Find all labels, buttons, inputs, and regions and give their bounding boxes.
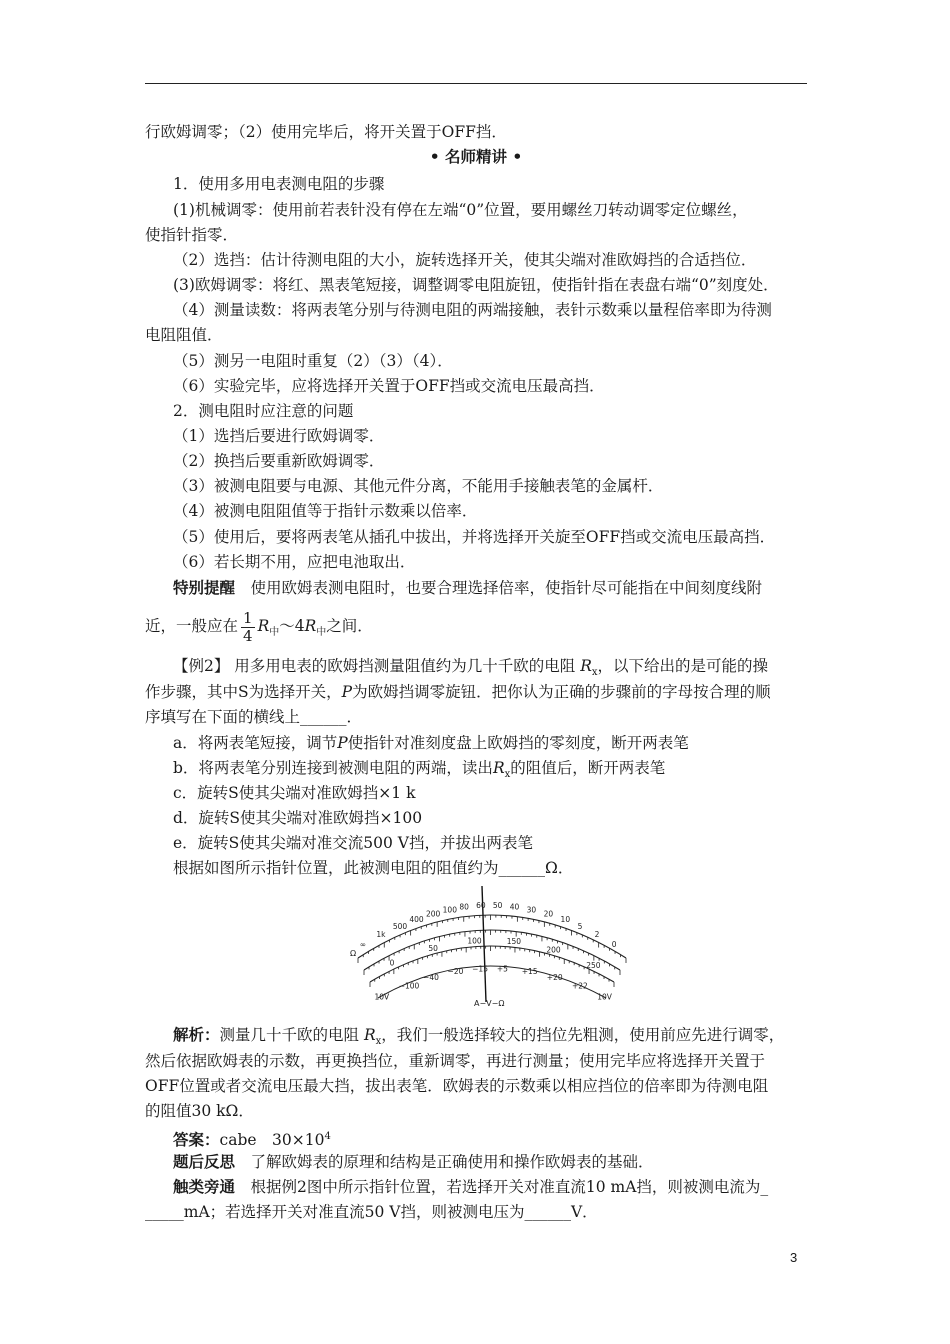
analysis-line: 的阻值30 kΩ． xyxy=(145,1102,254,1120)
option-c: c．旋转S使其尖端对准欧姆挡×1 k xyxy=(173,784,416,802)
voltage-scale-label: +20 xyxy=(546,972,563,982)
voltage-scale-label: −100 xyxy=(398,981,420,991)
text-line: （2）选挡：估计待测电阻的大小，旋转选择开关，使其尖端对准欧姆挡的合适挡位． xyxy=(173,251,757,269)
ohm-scale-label: ∞ xyxy=(359,939,367,949)
ohm-scale-label: 10 xyxy=(560,914,571,924)
voltage-scale-label: +15 xyxy=(521,967,538,977)
text-line: (1)机械调零：使用前若表针没有停在左端“0”位置，要用螺丝刀转动调零定位螺丝， xyxy=(173,201,748,219)
ohm-scale-label: 500 xyxy=(392,921,408,931)
ohm-scale-label: 5 xyxy=(577,921,583,931)
ohm-scale-label: 2 xyxy=(594,930,600,940)
text-line: （6）实验完毕，应将选择开关置于OFF挡或交流电压最高挡． xyxy=(173,377,605,395)
ohm-scale-label: 30 xyxy=(526,905,537,915)
text-line: 行欧姆调零；（2）使用完毕后，将开关置于OFF挡． xyxy=(145,123,507,141)
extension-text: 根据例2图中所示指针位置，若选择开关对准直流10 mA挡，则被测电流为_ xyxy=(235,1178,769,1196)
option-d: d．旋转S使其尖端对准欧姆挡×100 xyxy=(173,809,423,827)
subscript: 中 xyxy=(269,627,280,639)
dc-scale-label: 250 xyxy=(586,960,601,970)
var-r: R xyxy=(304,617,317,635)
ohm-scale-label: 40 xyxy=(509,902,520,912)
fraction-numerator: 1 xyxy=(243,608,253,627)
example-text: 【例2】 用多用电表的欧姆挡测量阻值约为几十千欧的电阻 xyxy=(173,657,581,675)
tip-line xyxy=(173,577,835,599)
tip2-post: 之间． xyxy=(326,617,373,635)
text-line: （4）测量读数：将两表笔分别与待测电阻的两端接触，表针示数乘以量程倍率即为待测 xyxy=(173,301,772,319)
ohm-scale-label: 60 xyxy=(476,901,486,911)
var-r: R xyxy=(492,759,505,777)
option-text: a．将两表笔短接，调节 xyxy=(173,734,338,752)
option-e: e．旋转S使其尖端对准交流500 V挡，并拔出两表笔 xyxy=(173,834,533,852)
bottom-label: A−V−Ω xyxy=(474,999,505,1008)
dc-scale-label: 50 xyxy=(428,943,438,953)
ohm-scale-label: 20 xyxy=(543,909,554,919)
voltage-scale-label: 10V xyxy=(597,992,612,1002)
section-heading: • 名师精讲 • xyxy=(429,148,523,166)
analysis-text: 测量几十千欧的电阻 xyxy=(219,1026,364,1044)
text-line: 电阻阻值． xyxy=(145,326,223,344)
analysis-line xyxy=(173,1024,835,1053)
ohm-scale-label: 400 xyxy=(409,914,424,924)
subscript: x xyxy=(591,667,598,679)
tip-label: 特别提醒 xyxy=(173,579,236,597)
text-line: （2）换挡后要重新欧姆调零． xyxy=(173,452,385,470)
ohm-scale-label: 100 xyxy=(442,905,457,915)
option-text: 使指针对准刻度盘上欧姆挡的零刻度，断开两表笔 xyxy=(347,734,689,752)
var-r: R xyxy=(580,657,592,675)
fraction-denominator: 4 xyxy=(243,626,253,645)
subscript: x xyxy=(375,1036,382,1048)
analysis-line: OFF位置或者交流电压最大挡，拔出表笔．欧姆表的示数乘以相应挡位的倍率即为待测电阻 xyxy=(145,1077,769,1095)
tip-text: 使用欧姆表测电阻时，也要合理选择倍率，使指针尽可能指在中间刻度线附 xyxy=(235,579,763,597)
example-line xyxy=(173,655,835,684)
text-line: （5）测另一电阻时重复（2）（3）（4）． xyxy=(173,352,453,370)
ohm-scale-label: 80 xyxy=(459,902,469,912)
reflection-text: 了解欧姆表的原理和结构是正确使用和操作欧姆表的基础． xyxy=(235,1153,654,1171)
option-text: 的阻值后，断开两表笔 xyxy=(510,759,666,777)
tip2-pre: 近，一般应在 xyxy=(145,617,239,635)
extension-line xyxy=(173,1176,835,1198)
voltage-scale-label: −15 xyxy=(472,964,488,974)
tip-line-2 xyxy=(145,606,807,646)
answer-label: 答案： xyxy=(173,1131,220,1150)
voltage-scale-label: +22 xyxy=(571,981,588,991)
ohm-symbol: Ω xyxy=(350,949,357,958)
option-text: b．将两表笔分别连接到被测电阻的两端，读出 xyxy=(173,759,493,777)
extension-line: _____mA；若选择开关对准直流50 V挡，则被测电压为______V． xyxy=(145,1203,598,1221)
question-line: 根据如图所示指针位置，此被测电阻的阻值约为______Ω． xyxy=(173,859,574,877)
text-line: 2．测电阻时应注意的问题 xyxy=(173,402,354,420)
var-r: R xyxy=(257,617,270,635)
text-line: （6）若长期不用，应把电池取出． xyxy=(173,553,416,571)
dc-scale-label: 0 xyxy=(389,958,395,968)
exponent: 4 xyxy=(324,1131,331,1142)
var-p: P xyxy=(341,683,353,701)
answer-text: cabe 30×10 xyxy=(219,1131,325,1150)
text-line: （3）被测电阻要与电源、其他元件分离，不能用手接触表笔的金属杆． xyxy=(173,477,664,495)
example-text: 作步骤，其中S为选择开关， xyxy=(145,683,342,701)
subscript: 中 xyxy=(316,627,327,639)
dc-scale-label: 150 xyxy=(506,937,522,947)
fraction xyxy=(241,610,255,645)
voltage-scale-label: 10V xyxy=(374,992,390,1002)
option-a xyxy=(173,732,835,754)
example-text: ，以下给出的是可能的操 xyxy=(597,657,769,675)
tip2-mid: ～4 xyxy=(279,617,305,635)
header-rule xyxy=(145,83,807,84)
reflection-label: 题后反思 xyxy=(173,1153,236,1171)
answer-line xyxy=(173,1126,835,1151)
ohm-scale-label: 200 xyxy=(426,909,441,919)
reflection-line xyxy=(173,1151,835,1173)
dc-scale-label: 100 xyxy=(467,936,482,946)
ohm-scale-label: 1k xyxy=(376,930,386,940)
dc-scale-arc xyxy=(364,930,620,970)
example-line: 序填写在下面的横线上______． xyxy=(145,708,363,726)
page-number: 3 xyxy=(790,1250,798,1265)
var-r: R xyxy=(363,1026,376,1044)
text-line: 使指针指零． xyxy=(145,226,239,244)
text-line: 1．使用多用电表测电阻的步骤 xyxy=(173,175,385,193)
ohm-scale-label: 0 xyxy=(611,939,617,949)
text-line: （4）被测电阻阻值等于指针示数乘以倍率． xyxy=(173,502,478,520)
text-line: （5）使用后，要将两表笔从插孔中拔出，并将选择开关旋至OFF挡或交流电压最高挡． xyxy=(173,528,776,546)
ohm-scale-label: 50 xyxy=(492,901,503,911)
multimeter-dial xyxy=(336,880,642,1008)
analysis-label: 解析： xyxy=(173,1026,220,1044)
subscript: x xyxy=(504,769,511,781)
var-p: P xyxy=(337,734,348,752)
dc-scale-label: 200 xyxy=(546,945,561,955)
extension-label: 触类旁通 xyxy=(173,1178,236,1196)
voltage-scale-label: −20 xyxy=(447,967,464,977)
example-line xyxy=(145,681,807,703)
text-line: （1）选挡后要进行欧姆调零． xyxy=(173,427,385,445)
analysis-line: 然后依据欧姆表的示数，再更换挡位，重新调零，再进行测量；使用完毕应将选择开关置于 xyxy=(145,1052,766,1070)
voltage-scale-label: +5 xyxy=(496,964,508,974)
analysis-text: ，我们一般选择较大的挡位先粗测，使用前应先进行调零， xyxy=(381,1026,785,1044)
voltage-scale-label: −40 xyxy=(423,972,439,982)
example-text: 为欧姆挡调零旋钮．把你认为正确的步骤前的字母按合理的顺 xyxy=(352,683,771,701)
text-line: (3)欧姆调零：将红、黑表笔短接，调整调零电阻旋钮，使指针指在表盘右端“0”刻度处． xyxy=(173,276,779,294)
ac-scale-arc xyxy=(370,943,614,982)
